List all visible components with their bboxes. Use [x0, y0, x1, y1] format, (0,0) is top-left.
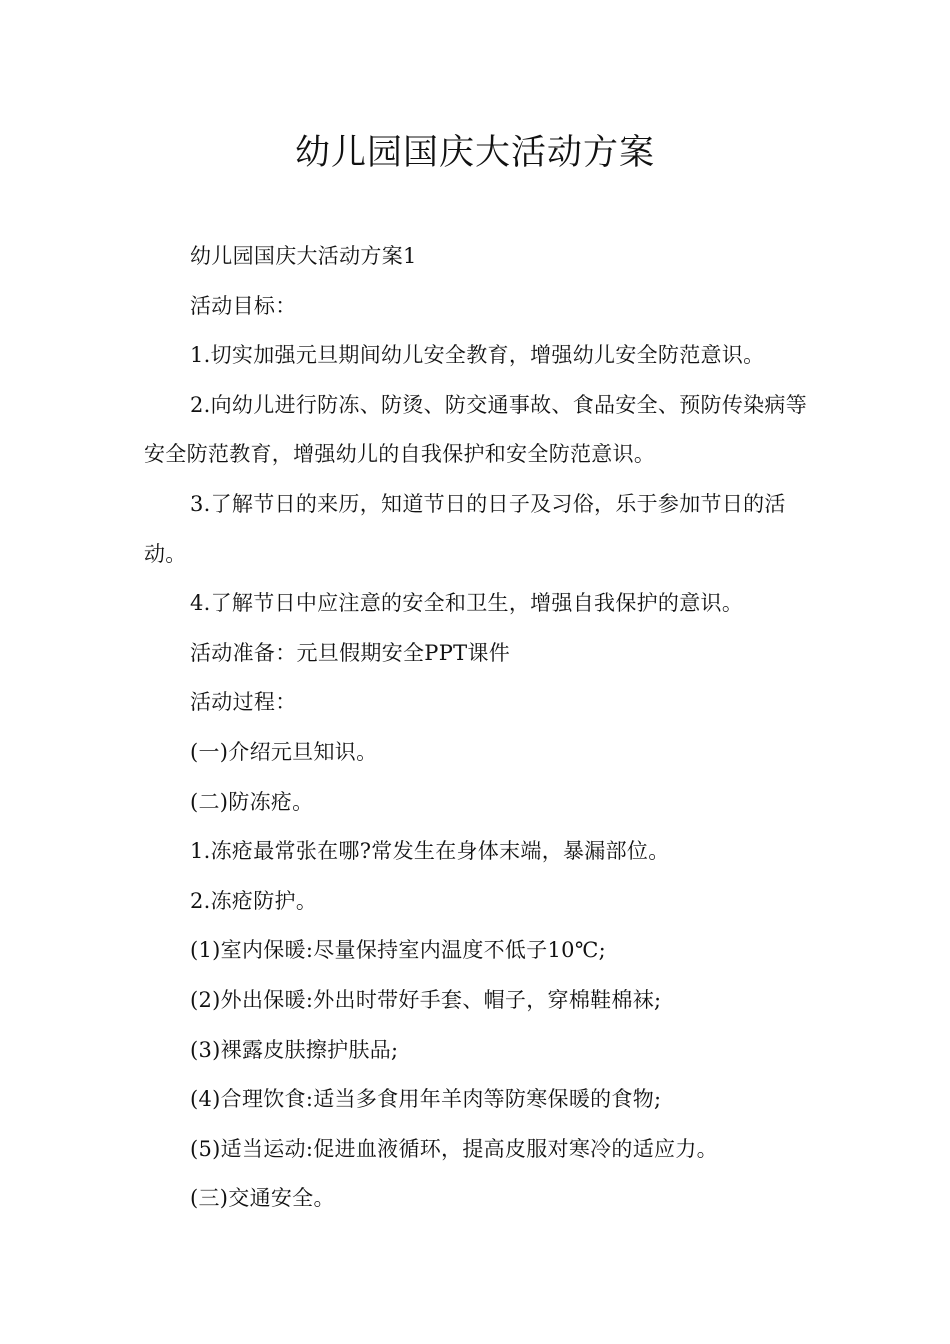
goal-item-1: 1.切实加强元旦期间幼儿安全教育，增强幼儿安全防范意识。: [190, 343, 765, 368]
protection-item-4: (4)合理饮食:适当多食用年羊肉等防寒保暖的食物;: [190, 1087, 662, 1112]
goal-item-4: 4.了解节日中应注意的安全和卫生，增强自我保护的意识。: [190, 591, 744, 616]
protection-item-2: (2)外出保暖:外出时带好手套、帽子，穿棉鞋棉袜;: [190, 987, 662, 1012]
protection-item-5: (5)适当运动:促进血液循环，提高皮服对寒冷的适应力。: [190, 1136, 718, 1161]
section-heading-goals: 活动目标：: [190, 293, 297, 318]
goal-item-3: 3.了解节日的来历，知道节日的日子及习俗，乐于参加节日的活动。: [144, 491, 786, 566]
frostbite-item-2: 2.冻疮防护。: [190, 888, 318, 913]
subtitle-paragraph: 幼儿园国庆大活动方案1: [190, 244, 417, 268]
goal-item-2: 2.向幼儿进行防冻、防烫、防交通事故、食品安全、预防传染病等安全防范教育，增强幼儿的自我保护和安全防范意识。: [144, 392, 808, 467]
protection-item-3: (3)裸露皮肤擦护肤品;: [190, 1037, 399, 1062]
protection-item-1: (1)室内保暖:尽量保持室内温度不低子10℃;: [190, 938, 607, 963]
process-step-1: (一)介绍元旦知识。: [190, 739, 378, 764]
process-step-2: (二)防冻疮。: [190, 789, 314, 814]
preparation-paragraph: 活动准备：元旦假期安全PPT课件: [190, 640, 511, 665]
page-title: 幼儿园国庆大活动方案: [294, 133, 655, 173]
section-heading-process: 活动过程：: [190, 690, 297, 715]
process-step-3: (三)交通安全。: [190, 1186, 335, 1211]
frostbite-item-1: 1.冻疮最常张在哪?常发生在身体末端，暴漏部位。: [190, 839, 670, 864]
document-body: [144, 232, 808, 1224]
